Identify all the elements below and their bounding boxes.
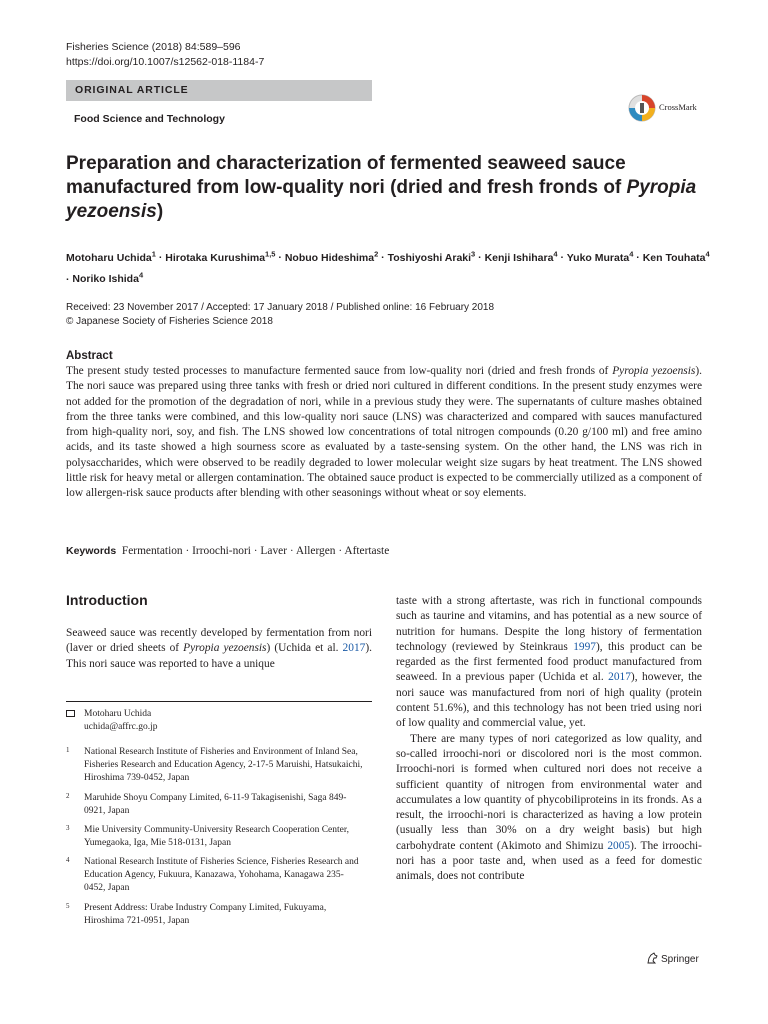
publisher-name: Springer — [661, 954, 699, 965]
title-species: Pyropia yezoensis — [66, 177, 697, 222]
author-list: Motoharu Uchida$^1$ · Hirotaka Kurushima$^{1,5}$ · Nobuo Hideshima$^2$ · Toshiyoshi Araki$^3$ · Kenji Ishihara$^4$ · Yuko Murata$^4$ · Ken Touhata$^4$ · Noriko Ishida$^4$ — [66, 249, 710, 285]
author-affiliation-mark: 1 — [151, 249, 156, 258]
footnote-number: 3 — [66, 824, 70, 832]
footnote-number: 2 — [66, 792, 70, 800]
keywords-label: Keywords — [66, 545, 117, 557]
abstract-text-cont: ). The nori sauce was prepared using three tanks with fresh or dried nori cultured in different conditions. In the present study enzymes were not added for the promotion of the degradation of nori, while in a previous study they were. The supernatants of culture mashes obtained from the three tanks were combined, and this low-quality nori sauce (LNS) was characterized and compared with sauces manufactured from high-quality nori, soy, and fish. The LNS showed low concentrations of total nitrogen compounds (0.20 g/100 ml) and free amino acids, and its taste showed a high sourness score as evaluated by a taste-sensing system. On the other hand, the LNS was rich in polysaccharides, which were observed to be readily degraded to lower molecular weight size sugars by heat treatment. The LNS showed little risk for heavy metal or allergen contamination. The obtained sauce product is expected to be commercially utilized as a component of low allergen-risk sauce products after blending with other seasonings without wheat or soy elements. — [66, 365, 702, 500]
footnote-text: Present Address: Urabe Industry Company Limited, Fukuyama, Hiroshima 721-0951, Japan — [84, 903, 327, 927]
intro-paragraph — [396, 732, 702, 885]
introduction-heading: Introduction — [66, 592, 148, 608]
author[interactable] — [165, 249, 276, 264]
citation-link[interactable]: 2017 — [608, 671, 631, 684]
author-name[interactable]: Yuko Murata — [566, 251, 630, 264]
corresponding-author — [66, 708, 372, 736]
title-text: Preparation and characterization of fermented seaweed sauce manufactured from low-quality nori (dried and fresh fronds of — [66, 153, 627, 198]
journal-citation: Fisheries Science (2018) 84:589–596 — [66, 41, 241, 53]
intro-left-column — [66, 626, 372, 672]
article-type-banner: ORIGINAL ARTICLE — [66, 80, 372, 101]
footnote-divider — [66, 701, 372, 702]
author-name[interactable]: Hirotaka Kurushima — [165, 251, 266, 264]
publisher-logo — [646, 952, 699, 965]
intro-text: There are many types of nori categorized as low quality, and so-called irroochi-nori or discolored nori is the most common. Irroochi-nori is formed when cultured nori does not receive a sufficient quantity of nitrogen from environmental water and accumulates a low quantity of phycobiliproteins in its fronds. As a result, the irroochi-nori is characterized as having a low protein (usually less than 30% on a dry weight basis) but high carbohydrate content (Akimoto and Shimizu — [396, 732, 702, 852]
footnote-number: 5 — [66, 902, 70, 910]
footnote-number: 4 — [66, 856, 70, 864]
author[interactable] — [566, 249, 634, 264]
author[interactable] — [66, 249, 156, 264]
author[interactable] — [387, 249, 476, 264]
footnote-number: 1 — [66, 746, 70, 754]
keywords — [66, 545, 389, 557]
author-name[interactable]: Nobuo Hideshima — [284, 251, 375, 264]
intro-text: Seaweed sauce was recently developed by fermentation from nori (laver or dried sheets of — [66, 627, 372, 655]
copyright: © Japanese Society of Fisheries Science 2018 — [66, 316, 273, 327]
author-affiliation-mark: 4 — [705, 249, 710, 258]
crossmark-badge[interactable] — [628, 94, 706, 124]
abstract-body — [66, 364, 702, 502]
author-name[interactable]: Ken Touhata — [642, 251, 706, 264]
affiliation-footnote — [66, 902, 372, 930]
journal-header — [66, 40, 264, 70]
intro-paragraph — [396, 594, 702, 732]
abstract-species: Pyropia yezoensis — [612, 365, 696, 377]
author-name[interactable]: Motoharu Uchida — [66, 251, 152, 264]
intro-species: Pyropia yezoensis — [183, 642, 267, 655]
author-affiliation-mark: 4 — [629, 249, 634, 258]
article-dates — [66, 301, 716, 329]
author-name[interactable]: Toshiyoshi Araki — [387, 251, 472, 264]
author-affiliation-mark: 4 — [138, 270, 144, 280]
author[interactable] — [72, 270, 144, 285]
affiliation-footnote — [66, 746, 372, 788]
citation-link[interactable]: 1997 — [573, 640, 596, 653]
author-affiliation-mark: 1,5 — [265, 249, 276, 258]
footnote-text: National Research Institute of Fisheries and Environment of Inland Sea, Fisheries Research and Education Agency, 2-17-5 Maruishi, Hatsukaichi, Hiroshima 739-0452, Japan — [84, 747, 363, 784]
affiliation-footnote — [66, 824, 372, 852]
citation-link[interactable]: 2017 — [342, 642, 366, 655]
intro-text: ), however, the nori sauce was manufactured from nori of high quality (protein content 51.6%), and this technology has not been tried using nori of low quality and commercial value, yet. — [396, 671, 702, 730]
title-text-end: ) — [156, 201, 164, 222]
section-label: Food Science and Technology — [74, 113, 225, 125]
abstract-heading: Abstract — [66, 350, 113, 362]
contact-email[interactable]: uchida@affrc.go.jp — [84, 722, 158, 733]
crossmark-label: CrossMark — [659, 102, 697, 112]
envelope-icon — [66, 710, 75, 717]
author-affiliation-mark: 4 — [553, 249, 558, 258]
author[interactable] — [642, 249, 710, 264]
doi-link[interactable]: https://doi.org/10.1007/s12562-018-1184-7 — [66, 56, 265, 68]
author-name[interactable]: Noriko Ishida — [72, 273, 139, 285]
article-title — [66, 152, 716, 224]
intro-right-column — [396, 594, 702, 885]
springer-horse-icon — [646, 952, 658, 964]
intro-text: ), this product can be regarded as the first fermented food product manufactured from seaweed. In a previous paper (Uchida et al. — [396, 640, 702, 684]
footnote-text: Maruhide Shoyu Company Limited, 6-11-9 Takagisenishi, Saga 849-0921, Japan — [84, 793, 347, 817]
author[interactable] — [484, 249, 558, 264]
author[interactable] — [284, 249, 379, 264]
keywords-list: Fermentation · Irroochi-nori · Laver · Allergen · Aftertaste — [121, 545, 390, 557]
intro-text: ). This nori sauce was reported to have a unique — [66, 642, 372, 670]
affiliation-footnote — [66, 792, 372, 820]
footnote-text: Mie University Community-University Research Cooperation Center, Yumegaoka, Iga, Mie 518-0131, Japan — [84, 825, 350, 849]
author-affiliation-mark: 3 — [471, 249, 476, 258]
contact-name: Motoharu Uchida — [84, 709, 152, 719]
affiliation-footnote — [66, 856, 372, 898]
history-dates: Received: 23 November 2017 / Accepted: 17 January 2018 / Published online: 16 February 2018 — [66, 302, 495, 313]
intro-text: ) (Uchida et al. — [266, 642, 343, 655]
author-name[interactable]: Kenji Ishihara — [484, 251, 554, 264]
intro-text: ). The irroochi-nori has a poor taste and, when used as a feed for domestic animals, does not contribute — [396, 839, 702, 883]
footnote-text: National Research Institute of Fisheries Science, Fisheries Research and Education Agency, Fukuura, Kanazawa, Yohohama, Kanagawa 235-0452, Japan — [84, 857, 359, 894]
intro-text: taste with a strong aftertaste, was rich in functional compounds such as taurine and vitamins, and has potential as a new source of nutrition for humans. Despite the long history of fermentation technology (reviewed by Steinkraus — [396, 595, 702, 653]
abstract-text: The present study tested processes to manufacture fermented sauce from low-quality nori (dried and fresh fronds of — [66, 365, 613, 377]
citation-link[interactable]: 2005 — [607, 839, 631, 852]
author-affiliation-mark: 2 — [374, 249, 379, 258]
crossmark-icon — [628, 94, 656, 122]
